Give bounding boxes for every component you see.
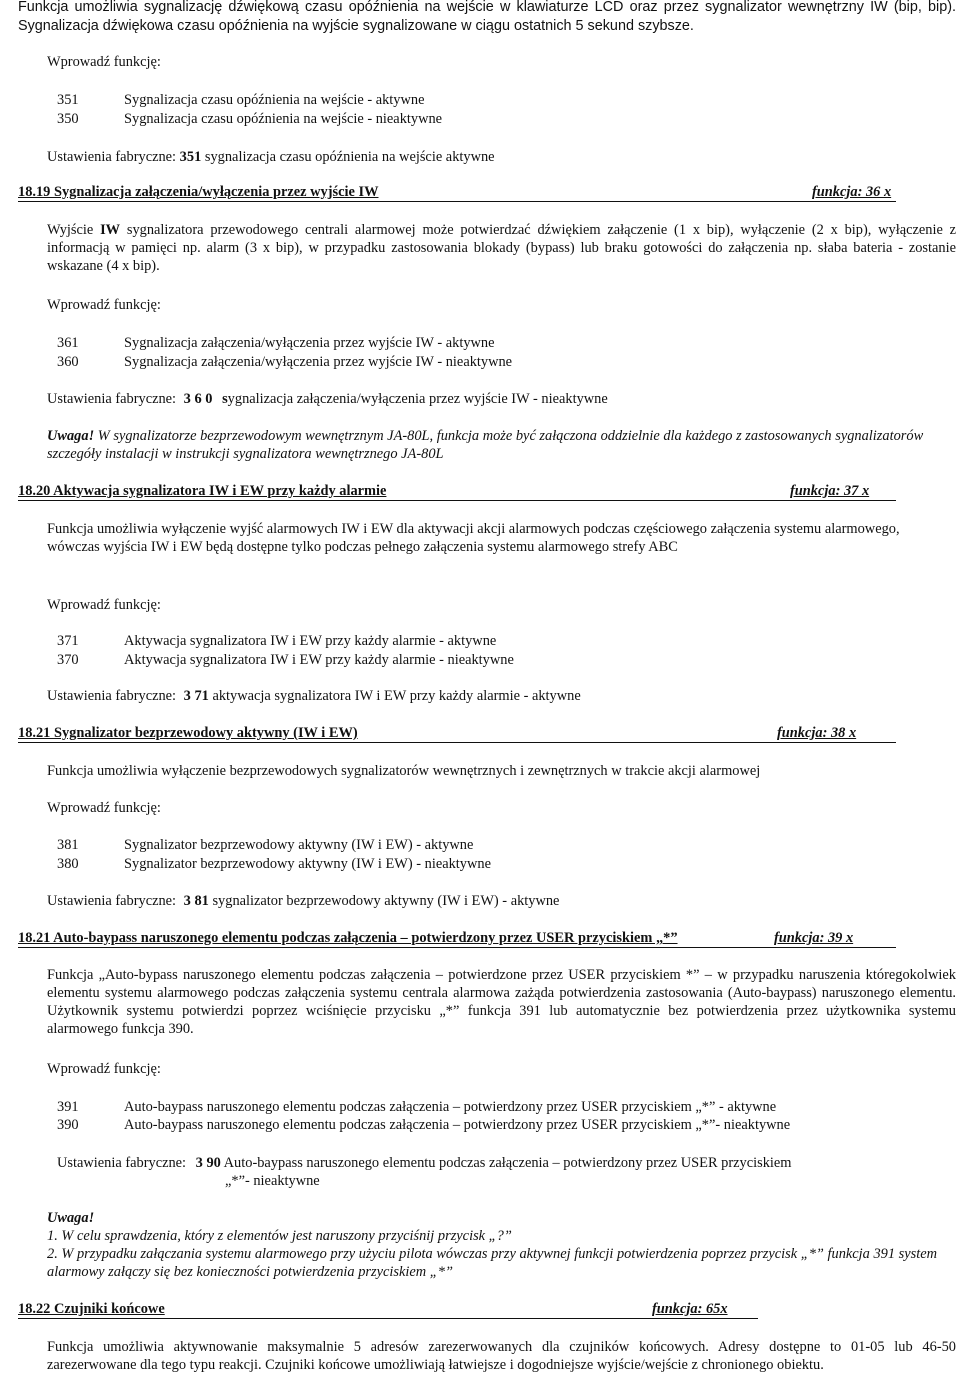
option-code: 380 xyxy=(57,856,79,872)
heading-rule xyxy=(18,742,896,743)
s2-title: 18.19 Sygnalizacja załączenia/wyłączenia przez wyjście IW xyxy=(18,184,379,200)
heading-rule xyxy=(18,500,896,501)
s5-note-2: 2. W przypadku załączania systemu alarmowego przy użyciu pilota wówczas przy aktywnej funkcji potwierdzenia poprzez przycisk „*” funkcja 391 system alarmowy załączy się bez konieczności potwierdzenia przyciskiem „*” xyxy=(47,1246,938,1280)
body-text: Funkcja umożliwia aktywnowanie maksymalnie 5 adresów zarezerwowanych dla czujników końcowych. Adresy dostępne to 01-05 lub 46-50 zarezerwowane dla tego typu reakcji. Czujniki końcowe umożliwiają łatwiejsze i dogodniejsze wyjście/wejście z chronionego obiektu. xyxy=(47,1339,956,1373)
s5-note-1: 1. W celu sprawdzenia, który z elementów jest naruszony przyciśnij przycisk „?” xyxy=(47,1228,512,1244)
s5-factory-settings xyxy=(57,1154,791,1172)
option-text: Auto-baypass naruszonego elementu podczas załączenia – potwierdzony przez USER przyciskiem „*” - aktywne xyxy=(124,1099,777,1115)
body-bold: IW xyxy=(100,222,121,238)
s3-heading xyxy=(18,482,896,502)
intro-paragraph xyxy=(18,0,956,36)
option-text: Sygnalizacja czasu opóźnienia na wejście - nieaktywne xyxy=(124,111,443,127)
factory-text: aktywacja sygnalizatora IW i EW przy każdy alarmie - aktywne xyxy=(208,688,581,704)
factory-label: Ustawienia fabryczne: xyxy=(47,391,177,407)
s3-factory-settings xyxy=(47,687,581,705)
s5-option-1 xyxy=(57,1098,776,1116)
note-text: W sygnalizatorze bezprzewodowym wewnętrznym JA-80L, funkcja może być załączona oddzielnie dla każdego z zastosowanych sygnalizatorów szczegóły instalacji w instrukcji sygnalizatora wewnętrznego JA-80L xyxy=(47,428,924,462)
s6-title: 18.22 Czujniki końcowe xyxy=(18,1301,165,1317)
s4-option-1 xyxy=(57,836,473,854)
option-text: Auto-baypass naruszonego elementu podczas załączenia – potwierdzony przez USER przyciskiem „*”- nieaktywne xyxy=(124,1117,791,1133)
s3-body xyxy=(47,520,907,556)
s4-factory-settings xyxy=(47,892,559,910)
note-label: Uwaga! xyxy=(47,428,95,444)
intro-text: Funkcja umożliwia sygnalizację dźwiękową czasu opóźnienia na wejście w klawiaturze LCD oraz przez sygnalizator wewnętrzny IW (bip, bip). Sygnalizacja dźwiękowa czasu opóźnienia na wyjście sygnalizowane w ciągu ostatnich 5 sekund szybsze. xyxy=(18,0,956,34)
body-text: Wyjście xyxy=(47,222,101,238)
body-text: sygnalizatora przewodowego centrali alarmowej może potwierdzać dźwiękiem załączenie (1 x bip), wyłączenie (2 x bip), wyłączenie z informacją w pamięci np. alarm (3 x bip), w przypadku zastosowania blokady (bypass) lub braku gotowości do załączenia np. słaba bateria - zostanie wskazane (4 x bip). xyxy=(47,222,956,274)
s2-prompt: Wprowadź funkcję: xyxy=(47,297,161,313)
s2-option-1 xyxy=(57,334,495,352)
s3-prompt: Wprowadź funkcję: xyxy=(47,597,161,613)
s2-function-code: funkcja: 36 x xyxy=(808,183,891,201)
option-text: Sygnalizator bezprzewodowy aktywny (IW i EW) - nieaktywne xyxy=(124,856,491,872)
s3-option-2 xyxy=(57,651,514,669)
body-text: Funkcja „Auto-bypass naruszonego elementu podczas załączenia – potwierdzone przez USER przyciskiem *” – w przypadku naruszenia któregokolwiek elementu systemu alarmowego podczas załączenia systemu centrala alarmowa zażąda potwierdzenia zastosowania (Auto-baypass) naruszonego elementu. Użytkownik systemu potwierdzi poprzez wciśnięcie przycisku „*” funkcja 391 lub automatycznie bez potwierdzenia przez użytkownika systemu alarmowego funkcja 390. xyxy=(47,967,956,1037)
option-code: 381 xyxy=(57,837,79,853)
option-code: 351 xyxy=(57,92,79,108)
s2-factory-settings xyxy=(47,390,608,408)
s1-option-1 xyxy=(57,91,424,109)
s4-function-code: funkcja: 38 x xyxy=(773,724,856,742)
option-text: Aktywacja sygnalizatora IW i EW przy każdy alarmie - nieaktywne xyxy=(124,652,514,668)
factory-text: sygnalizator bezprzewodowy aktywny (IW i EW) - aktywne xyxy=(208,893,560,909)
s5-factory-settings-cont: „*”- nieaktywne xyxy=(225,1173,320,1189)
option-code: 350 xyxy=(57,111,79,127)
option-text: Sygnalizator bezprzewodowy aktywny (IW i EW) - aktywne xyxy=(124,837,474,853)
option-code: 390 xyxy=(57,1117,79,1133)
s2-body xyxy=(47,221,956,275)
option-code: 391 xyxy=(57,1099,79,1115)
s3-function-code: funkcja: 37 x xyxy=(786,482,869,500)
s4-title: 18.21 Sygnalizator bezprzewodowy aktywny (IW i EW) xyxy=(18,725,358,741)
option-text: Sygnalizacja załączenia/wyłączenia przez wyjście IW - aktywne xyxy=(124,335,495,351)
s2-option-2 xyxy=(57,353,512,371)
factory-code: 3 6 0 xyxy=(183,391,213,407)
s4-body xyxy=(47,762,956,780)
factory-code: 3 71 xyxy=(183,688,209,704)
s4-prompt: Wprowadź funkcję: xyxy=(47,800,161,816)
s6-function-code: funkcja: 65x xyxy=(648,1300,728,1318)
s2-note xyxy=(47,427,956,463)
option-text: Sygnalizacja załączenia/wyłączenia przez wyjście IW - nieaktywne xyxy=(124,354,513,370)
s2-heading xyxy=(18,183,896,203)
s5-heading xyxy=(18,929,896,949)
s5-body xyxy=(47,966,956,1038)
factory-label: Ustawienia fabryczne: xyxy=(47,149,177,165)
option-code: 360 xyxy=(57,354,79,370)
factory-s: s xyxy=(222,391,228,407)
s6-body xyxy=(47,1338,956,1374)
heading-rule xyxy=(18,947,896,948)
s5-title: 18.21 Auto-baypass naruszonego elementu podczas załączenia – potwierdzony przez USER przyciskiem „*” xyxy=(18,930,678,946)
body-text: Funkcja umożliwia wyłączenie wyjść alarmowych IW i EW dla aktywacji akcji alarmowych podczas częściowego załączenia systemu alarmowego, wówczas wyjścia IW i EW będą dostępne tylko podczas pełnego załączenia systemu alarmowego strefy ABC xyxy=(47,521,900,555)
heading-rule xyxy=(18,201,896,202)
s5-prompt: Wprowadź funkcję: xyxy=(47,1061,161,1077)
s4-option-2 xyxy=(57,855,491,873)
factory-label: Ustawienia fabryczne: xyxy=(47,688,177,704)
s1-option-2 xyxy=(57,110,442,128)
s4-heading xyxy=(18,724,896,744)
option-text: Sygnalizacja czasu opóźnienia na wejście - aktywne xyxy=(124,92,425,108)
factory-text: sygnalizacja czasu opóźnienia na wejście aktywne xyxy=(204,149,495,165)
option-code: 371 xyxy=(57,633,79,649)
s3-title: 18.20 Aktywacja sygnalizatora IW i EW przy każdy alarmie xyxy=(18,483,387,499)
option-text: Aktywacja sygnalizatora IW i EW przy każdy alarmie - aktywne xyxy=(124,633,497,649)
option-code: 361 xyxy=(57,335,79,351)
factory-text: ygnalizacja załączenia/wyłączenia przez wyjście IW - nieaktywne xyxy=(227,391,608,407)
factory-text: Auto-baypass naruszonego elementu podczas załączenia – potwierdzony przez USER przyciskiem xyxy=(220,1155,792,1171)
factory-code: 3 90 xyxy=(195,1155,221,1171)
body-text: Funkcja umożliwia wyłączenie bezprzewodowych sygnalizatorów wewnętrznych i zewnętrznych w trakcie akcji alarmowej xyxy=(47,763,761,779)
s1-prompt: Wprowadź funkcję: xyxy=(47,54,161,70)
factory-label: Ustawienia fabryczne: xyxy=(57,1155,187,1171)
s6-heading xyxy=(18,1300,758,1320)
s5-note-label: Uwaga! xyxy=(47,1210,95,1226)
option-code: 370 xyxy=(57,652,79,668)
factory-code: 3 81 xyxy=(183,893,209,909)
s5-function-code: funkcja: 39 x xyxy=(774,930,854,946)
factory-code: 351 xyxy=(179,149,202,165)
s5-option-2 xyxy=(57,1116,790,1134)
heading-rule xyxy=(18,1318,758,1319)
s3-option-1 xyxy=(57,632,496,650)
factory-label: Ustawienia fabryczne: xyxy=(47,893,177,909)
s1-factory-settings xyxy=(47,148,495,166)
